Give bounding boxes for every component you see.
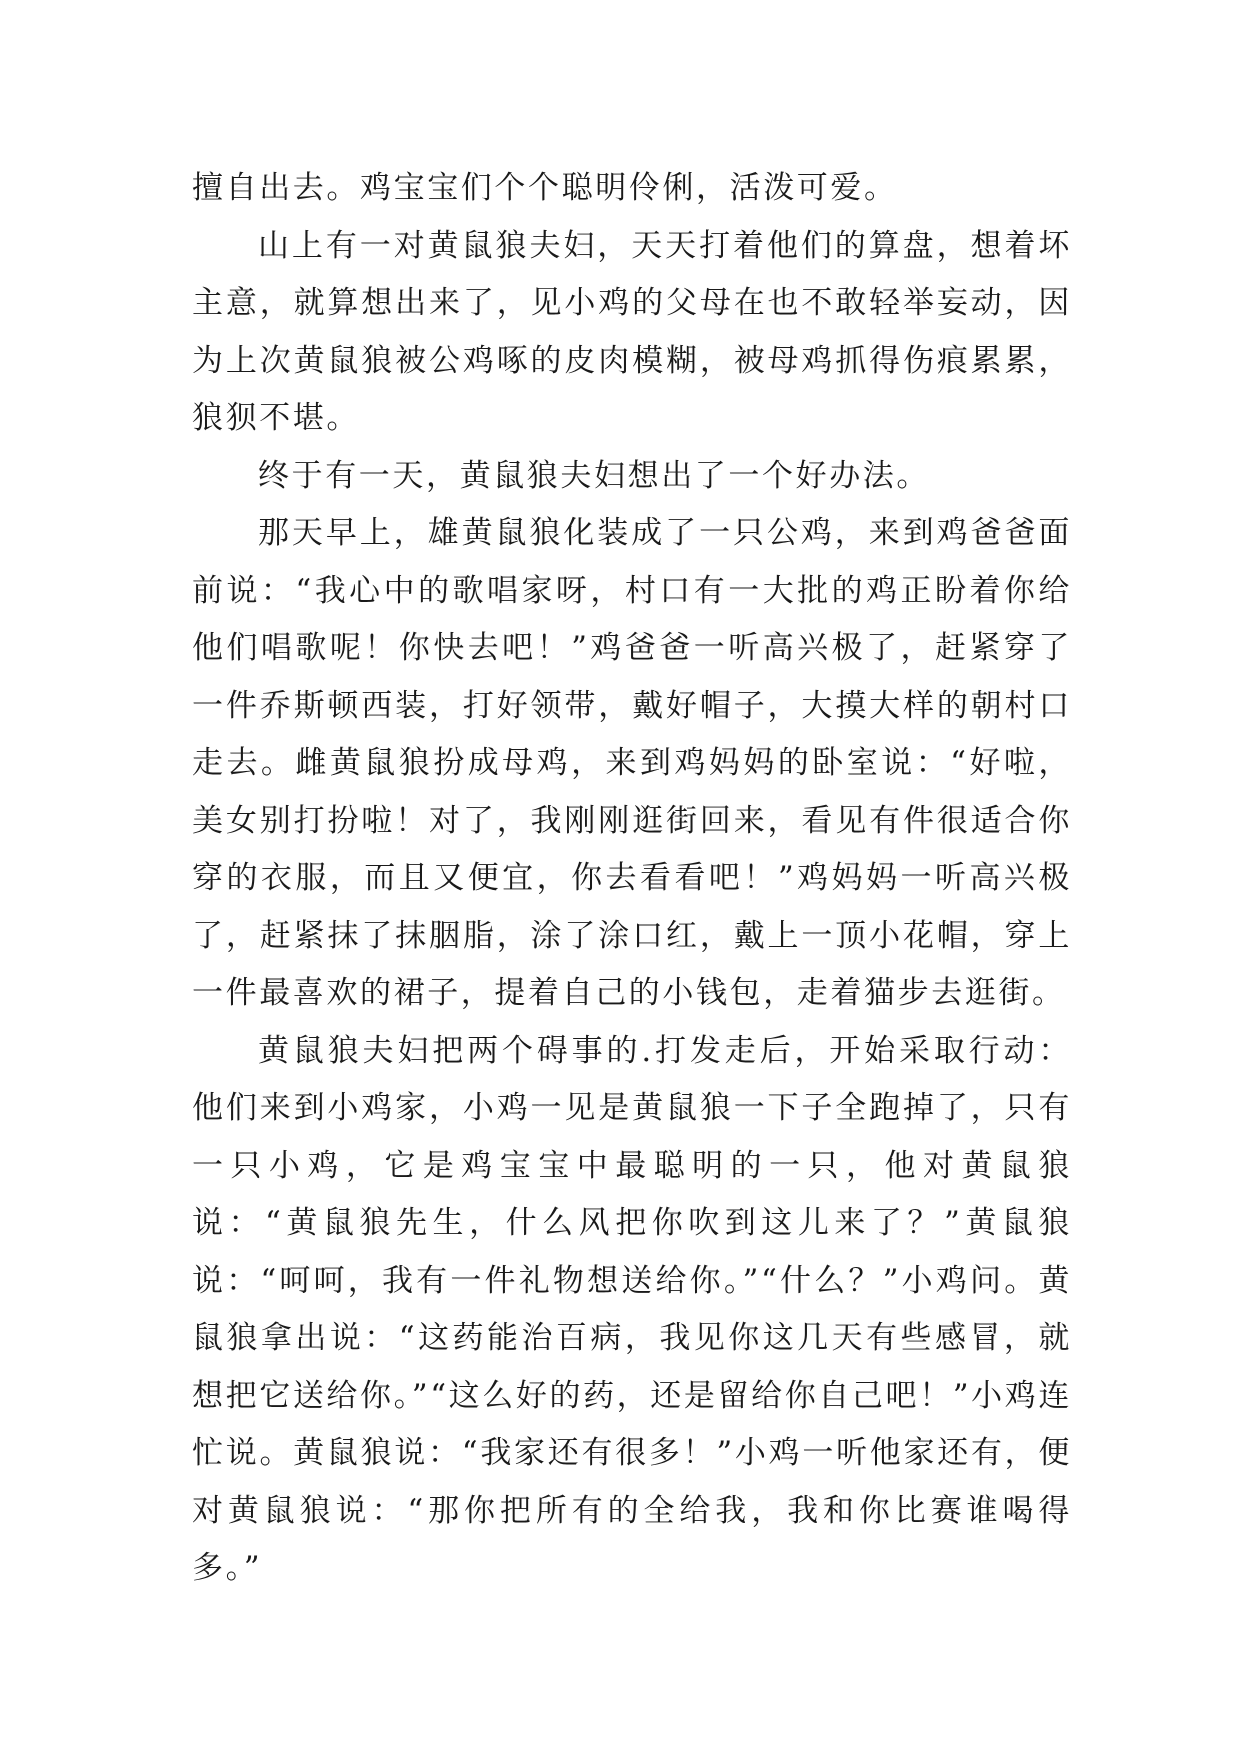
paragraph-2: 山上有一对黄鼠狼夫妇，天天打着他们的算盘，想着坏主意，就算想出来了，见小鸡的父母在也不敢轻举妄动，因为上次黄鼠狼被公鸡啄的皮肉模糊，被母鸡抓得伤痕累累，狼狈不堪。 — [192, 227, 1072, 436]
paragraph-4: 那天早上，雄黄鼠狼化装成了一只公鸡，来到鸡爸爸面前说：“我心中的歌唱家呀，村口有一大批的鸡正盼着你给他们唱歌呢！你快去吧！”鸡爸爸一听高兴极了，赶紧穿了一件乔斯顿西装，打好领带，戴好帽子，大摸大样的朝村口走去。雌黄鼠狼扮成母鸡，来到鸡妈妈的卧室说：“好啦，美女别打扮啦！对了，我刚刚逛街回来，看见有件很适合你穿的衣服，而且又便宜，你去看看吧！”鸡妈妈一听高兴极了，赶紧抹了抹胭脂，涂了涂口红，戴上一顶小花帽，穿上一件最喜欢的裙子，提着自己的小钱包，走着猫步去逛街。 — [192, 515, 1072, 1011]
paragraph-1: 擅自出去。鸡宝宝们个个聪明伶俐，活泼可爱。 — [192, 170, 898, 206]
paragraph-3: 终于有一天，黄鼠狼夫妇想出了一个好办法。 — [258, 457, 930, 494]
story-text — [192, 160, 1072, 1598]
paragraph-5: 黄鼠狼夫妇把两个碍事的.打发走后，开始采取行动：他们来到小鸡家，小鸡一见是黄鼠狼一下子全跑掉了，只有一只小鸡，它是鸡宝宝中最聪明的一只，他对黄鼠狼说：“黄鼠狼先生，什么风把你吹到这儿来了？”黄鼠狼说：“呵呵，我有一件礼物想送给你。”“什么？”小鸡问。黄鼠狼拿出说：“这药能治百病，我见你这几天有些感冒，就想把它送给你。”“这么好的药，还是留给你自己吧！”小鸡连忙说。黄鼠狼说：“我家还有很多！”小鸡一听他家还有，便对黄鼠狼说：“那你把所有的全给我，我和你比赛谁喝得多。” — [192, 1032, 1072, 1586]
